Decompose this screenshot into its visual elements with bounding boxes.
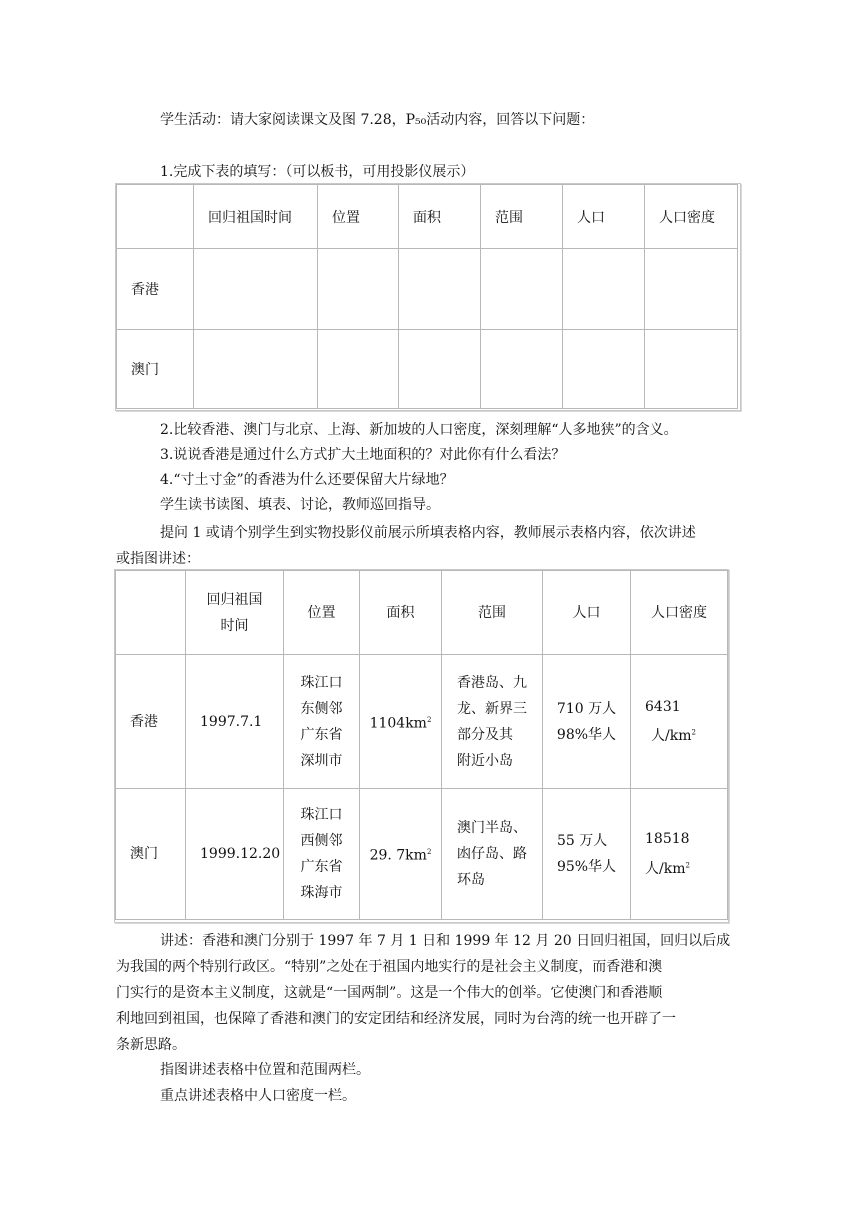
hk-return-time: 1997.7.1 xyxy=(185,654,283,788)
text-line: 附近小岛 xyxy=(457,752,513,769)
mo-return-time: 1999.12.20 xyxy=(185,788,283,920)
table-row xyxy=(116,329,738,409)
activity-text: 学生读书读图、填表、讨论，教师巡回指导。 xyxy=(160,497,440,513)
table-header-cell: 人口 xyxy=(562,184,644,248)
table-cell xyxy=(562,329,644,409)
hk-area xyxy=(359,654,441,788)
table-header-cell: 位置 xyxy=(283,570,359,654)
table-row xyxy=(115,654,728,788)
point-2: 重点讲述表格中人口密度一栏。 xyxy=(160,1088,356,1104)
text-line: 西侧邻 xyxy=(300,833,343,849)
table-header-cell: 回归祖国时间 xyxy=(193,184,317,248)
table-cell xyxy=(562,248,644,329)
header-return-time-line1: 回归祖国 xyxy=(206,591,263,608)
table-row xyxy=(115,570,728,654)
blank-fill-table xyxy=(116,184,738,409)
hk-population xyxy=(542,654,630,788)
text-line: 珠江口 xyxy=(300,674,343,691)
lecture-line: 利地回到祖国，也保障了香港和澳门的安定团结和经济发展，同时为台湾的统一也开辟了一 xyxy=(116,1011,676,1027)
table-cell xyxy=(644,329,738,409)
text-line: 98%华人 xyxy=(556,726,617,743)
text-line: 95%华人 xyxy=(556,859,617,875)
mo-density xyxy=(630,788,728,920)
row-label-hongkong: 香港 xyxy=(116,248,193,329)
text-line: 珠江口 xyxy=(300,807,343,823)
hk-position xyxy=(283,654,359,788)
superscript: 2 xyxy=(426,715,432,724)
mo-area xyxy=(359,788,441,920)
text-line: 广东省 xyxy=(300,726,343,743)
table-header-cell: 面积 xyxy=(398,184,480,248)
hk-area-value: 1104km xyxy=(369,715,427,732)
point-1: 指图讲述表格中位置和范围两栏。 xyxy=(160,1062,370,1078)
mo-position xyxy=(283,788,359,920)
table-header-cell: 人口 xyxy=(542,570,630,654)
text-line: 龙、新界三 xyxy=(457,700,527,717)
table-header-cell: 范围 xyxy=(480,184,562,248)
question-3: 3.说说香港是通过什么方式扩大土地面积的？对此你有什么看法？ xyxy=(160,447,566,463)
mo-population xyxy=(542,788,630,920)
question-1: 1.完成下表的填写：（可以板书，可用投影仪展示） xyxy=(160,164,475,180)
table-header-cell: 位置 xyxy=(317,184,398,248)
table-cell xyxy=(398,329,480,409)
superscript: 2 xyxy=(691,728,696,737)
ask-text-line2: 或指图讲述： xyxy=(116,551,200,567)
table-header-cell: 范围 xyxy=(441,570,542,654)
table-cell xyxy=(317,248,398,329)
mo-density-value: 18518 xyxy=(645,831,690,848)
table-cell xyxy=(193,248,317,329)
table-cell xyxy=(193,329,317,409)
superscript: 2 xyxy=(685,861,690,870)
lecture-line: 为我国的两个特别行政区。“特别”之处在于祖国内地实行的是社会主义制度，而香港和澳 xyxy=(116,959,663,975)
hk-scope xyxy=(441,654,542,788)
table-cell xyxy=(480,248,562,329)
text-line: 710 万人 xyxy=(556,700,617,717)
table-header-cell xyxy=(185,570,283,654)
intro-text: 学生活动：请大家阅读课文及图 7.28，P₅₀活动内容，回答以下问题： xyxy=(160,112,595,128)
text-line: 澳门半岛、 xyxy=(457,820,527,836)
hk-density-value: 6431 xyxy=(645,698,681,715)
text-line: 深圳市 xyxy=(300,752,343,769)
mo-area-value: 29. 7km xyxy=(369,847,427,864)
text-line: 部分及其 xyxy=(457,726,513,743)
lecture-line: 条新思路。 xyxy=(116,1037,186,1053)
text-line: 广东省 xyxy=(300,859,343,875)
table-cell xyxy=(115,570,185,654)
header-return-time-line2: 时间 xyxy=(220,617,249,634)
table-cell xyxy=(480,329,562,409)
table-cell xyxy=(317,329,398,409)
table-cell xyxy=(398,248,480,329)
question-4: 4.“寸土寸金”的香港为什么还要保留大片绿地？ xyxy=(160,472,454,488)
table-header-cell: 面积 xyxy=(359,570,441,654)
table-header-cell: 人口密度 xyxy=(644,184,738,248)
text-line: 珠海市 xyxy=(300,885,343,901)
superscript: 2 xyxy=(426,848,432,857)
lecture-line: 讲述：香港和澳门分别于 1997 年 7 月 1 日和 1999 年 12 月 20 日回归祖国，回归以后成 xyxy=(160,933,731,949)
text-line: 55 万人 xyxy=(556,833,608,849)
text-line: 环岛 xyxy=(457,872,485,888)
table-row xyxy=(116,184,738,248)
table-row xyxy=(116,248,738,329)
table-header-cell: 人口密度 xyxy=(630,570,728,654)
mo-density-unit: 人/km xyxy=(645,860,686,877)
table-cell xyxy=(116,184,193,248)
table-cell xyxy=(644,248,738,329)
text-line: 香港岛、九 xyxy=(457,674,527,691)
row-label-hongkong: 香港 xyxy=(115,654,185,788)
lecture-line: 门实行的是资本主义制度，这就是“一国两制”。这是一个伟大的创举。它使澳门和香港顺 xyxy=(116,985,663,1001)
text-line: 凼仔岛、路 xyxy=(457,846,527,862)
row-label-macau: 澳门 xyxy=(115,788,185,920)
ask-text-line1: 提问 1 或请个别学生到实物投影仪前展示所填表格内容，教师展示表格内容，依次讲述 xyxy=(160,525,696,541)
hk-density xyxy=(630,654,728,788)
lecture-paragraph xyxy=(116,928,736,1058)
mo-scope xyxy=(441,788,542,920)
answer-table xyxy=(115,570,728,920)
row-label-macau: 澳门 xyxy=(116,329,193,409)
question-2: 2.比较香港、澳门与北京、上海、新加坡的人口密度，深刻理解“人多地狭”的含义。 xyxy=(160,422,678,438)
hk-density-unit: 人/km xyxy=(651,728,692,745)
text-line: 东侧邻 xyxy=(300,700,343,717)
table-row xyxy=(115,788,728,920)
